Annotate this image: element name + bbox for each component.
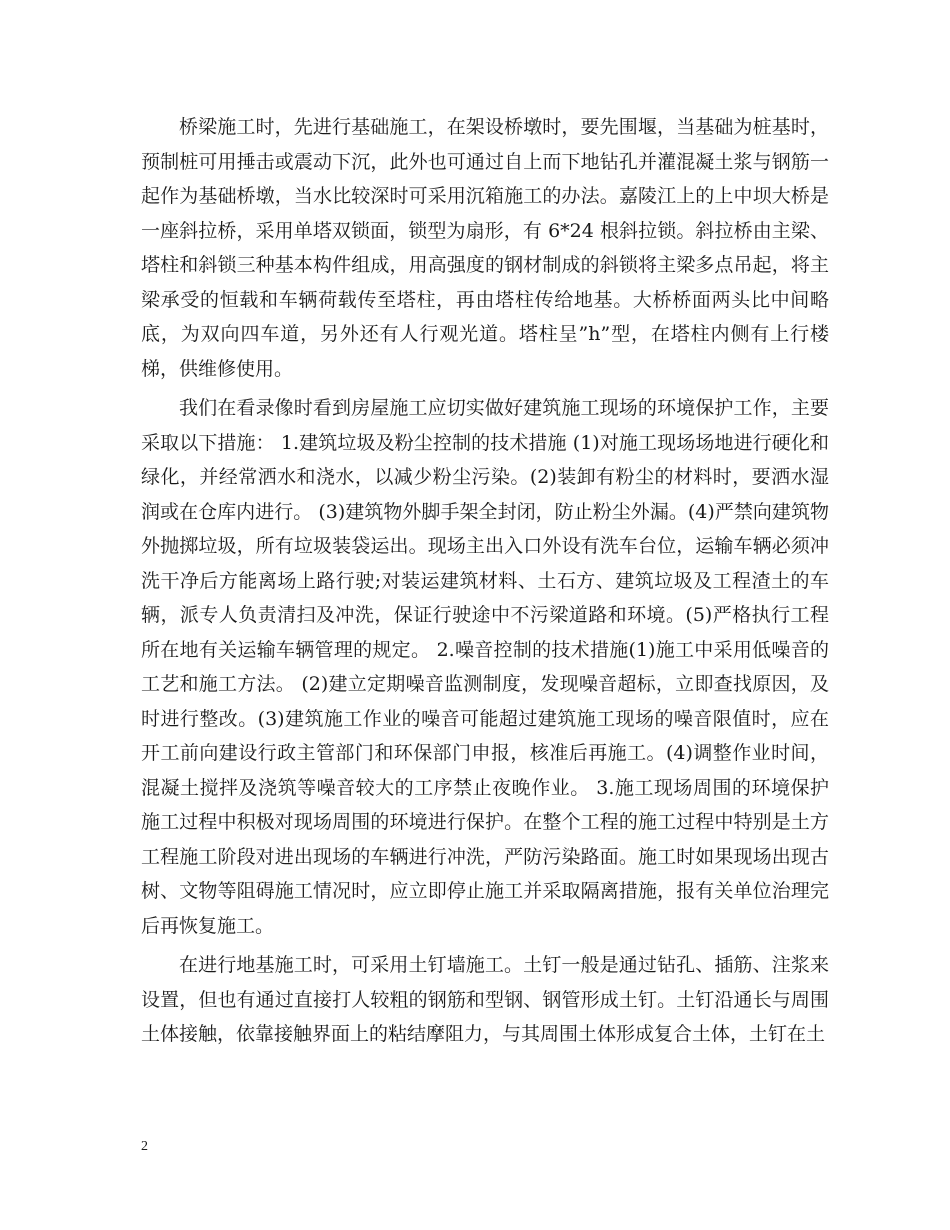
document-body xyxy=(141,110,829,1057)
paragraph-foundation-soil-nailing: 在进行地基施工时，可采用土钉墙施工。土钉一般是通过钻孔、插筋、注浆来设置，但也有通过直接打人较粗的钢筋和型钢、钢管形成土钉。土钉沿通长与周围土体接触，依靠接触界面上的粘结摩阻力，与其周围土体形成复合土体，土钉在土 xyxy=(141,954,829,1045)
paragraph-environmental-protection: 我们在看录像时看到房屋施工应切实做好建筑施工现场的环境保护工作，主要采取以下措施： 1.建筑垃圾及粉尘控制的技术措施 (1)对施工现场场地进行硬化和绿化，并经常洒水和浇水，以减少粉尘污染。(2)装卸有粉尘的材料时，要洒水湿润或在仓库内进行。 (3)建筑物外脚手架全封闭，防止粉尘外漏。(4)严禁向建筑物外抛掷垃圾，所有垃圾装袋运出。现场主出入口外设有洗车台位，运输车辆必须冲洗干净后方能离场上路行驶;对装运建筑材料、土石方、建筑垃圾及工程渣土的车辆，派专人负责清扫及冲洗，保证行驶途中不污梁道路和环境。(5)严格执行工程所在地有关运输车辆管理的规定。 2.噪音控制的技术措施(1)施工中采用低噪音的工艺和施工方法。 (2)建立定期噪音监测制度，发现噪音超标，立即查找原因，及时进行整改。(3)建筑施工作业的噪音可能超过建筑施工现场的噪音限值时，应在开工前向建设行政主管部门和环保部门申报，核准后再施工。(4)调整作业时间，混凝土搅拌及浇筑等噪音较大的工序禁止夜晚作业。 3.施工现场周围的环境保护施工过程中积极对现场周围的环境进行保护。在整个工程的施工过程中特别是土方工程施工阶段对进出现场的车辆进行冲洗，严防污染路面。施工时如果现场出现古树、文物等阻碍施工情况时，应立即停止施工并采取隔离措施，报有关单位治理完后再恢复施工。 xyxy=(141,397,829,937)
paragraph-bridge-construction: 桥梁施工时，先进行基础施工，在架设桥墩时，要先围堰，当基础为桩基时，预制桩可用捶击或震动下沉，此外也可通过自上而下地钻孔并灌混凝土浆与钢筋一起作为基础桥墩，当水比较深时可采用沉箱施工的办法。嘉陵江上的上中坝大桥是一座斜拉桥，采用单塔双锁面，锁型为扇形，有 6*24 根斜拉锁。斜拉桥由主梁、塔柱和斜锁三种基本构件组成，用高强度的钢材制成的斜锁将主梁多点吊起，将主梁承受的恒载和车辆荷载传至塔柱，再由塔柱传给地基。大桥桥面两头比中间略底，为双向四车道，另外还有人行观光道。塔柱呈”h”型，在塔柱内侧有上行楼梯，供维修使用。 xyxy=(141,116,829,380)
page-number: 2 xyxy=(141,1139,148,1154)
